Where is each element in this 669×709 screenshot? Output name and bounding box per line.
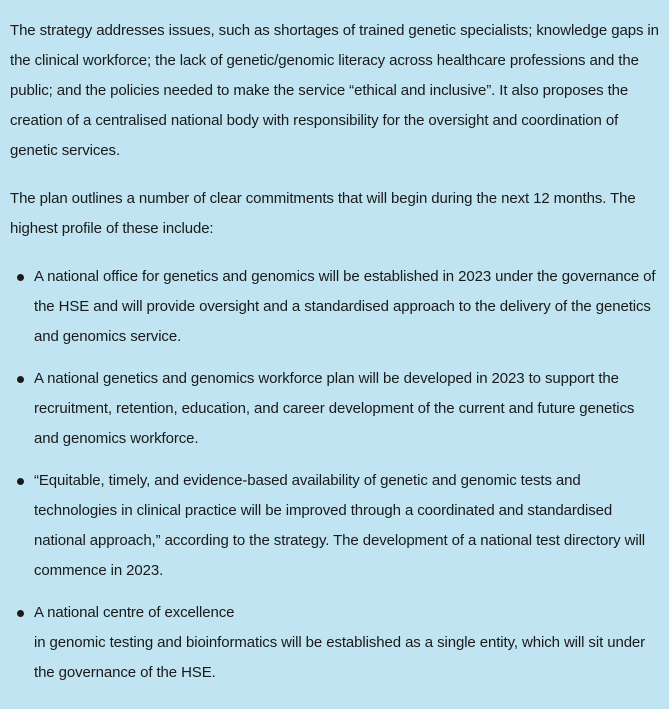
commitment-text: A national office for genetics and genomics will be established in 2023 under the governance of the HSE and will provide oversight and a standardised approach to the delivery of the genetics and genomics service. — [34, 268, 656, 345]
intro-paragraph: The strategy addresses issues, such as shortages of trained genetic specialists; knowledge gaps in the clinical workforce; the lack of genetic/genomic literacy across healthcare professions and the public; and the policies needed to make the service “ethical and inclusive”. It also proposes the creation of a centralised national body with responsibility for the oversight and coordination of genetic services. — [10, 22, 659, 159]
commitments-list — [10, 262, 659, 688]
commitment-text: A national genetics and genomics workforce plan will be developed in 2023 to support the recruitment, retention, education, and career development of the current and future genetics and genomics workforce. — [34, 370, 635, 447]
bullet-icon — [17, 376, 24, 383]
bullet-icon — [17, 610, 24, 617]
commitment-text-line2: in genomic testing and bioinformatics will be established as a single entity, which will sit under the governance of the HSE. — [34, 634, 646, 681]
plan-paragraph: The plan outlines a number of clear commitments that will begin during the next 12 months. The highest profile of these include: — [10, 190, 636, 237]
bullet-icon — [17, 478, 24, 485]
list-item — [10, 466, 659, 586]
list-item — [10, 262, 659, 352]
commitment-text-line1: A national centre of excellence — [34, 604, 235, 621]
bullet-icon — [17, 274, 24, 281]
commitment-text: “Equitable, timely, and evidence-based availability of genetic and genomic tests and technologies in clinical practice will be improved through a coordinated and standardised national approach,” according to the strategy. The development of a national test directory will commence in 2023. — [34, 472, 646, 579]
list-item — [10, 598, 659, 688]
list-item — [10, 364, 659, 454]
